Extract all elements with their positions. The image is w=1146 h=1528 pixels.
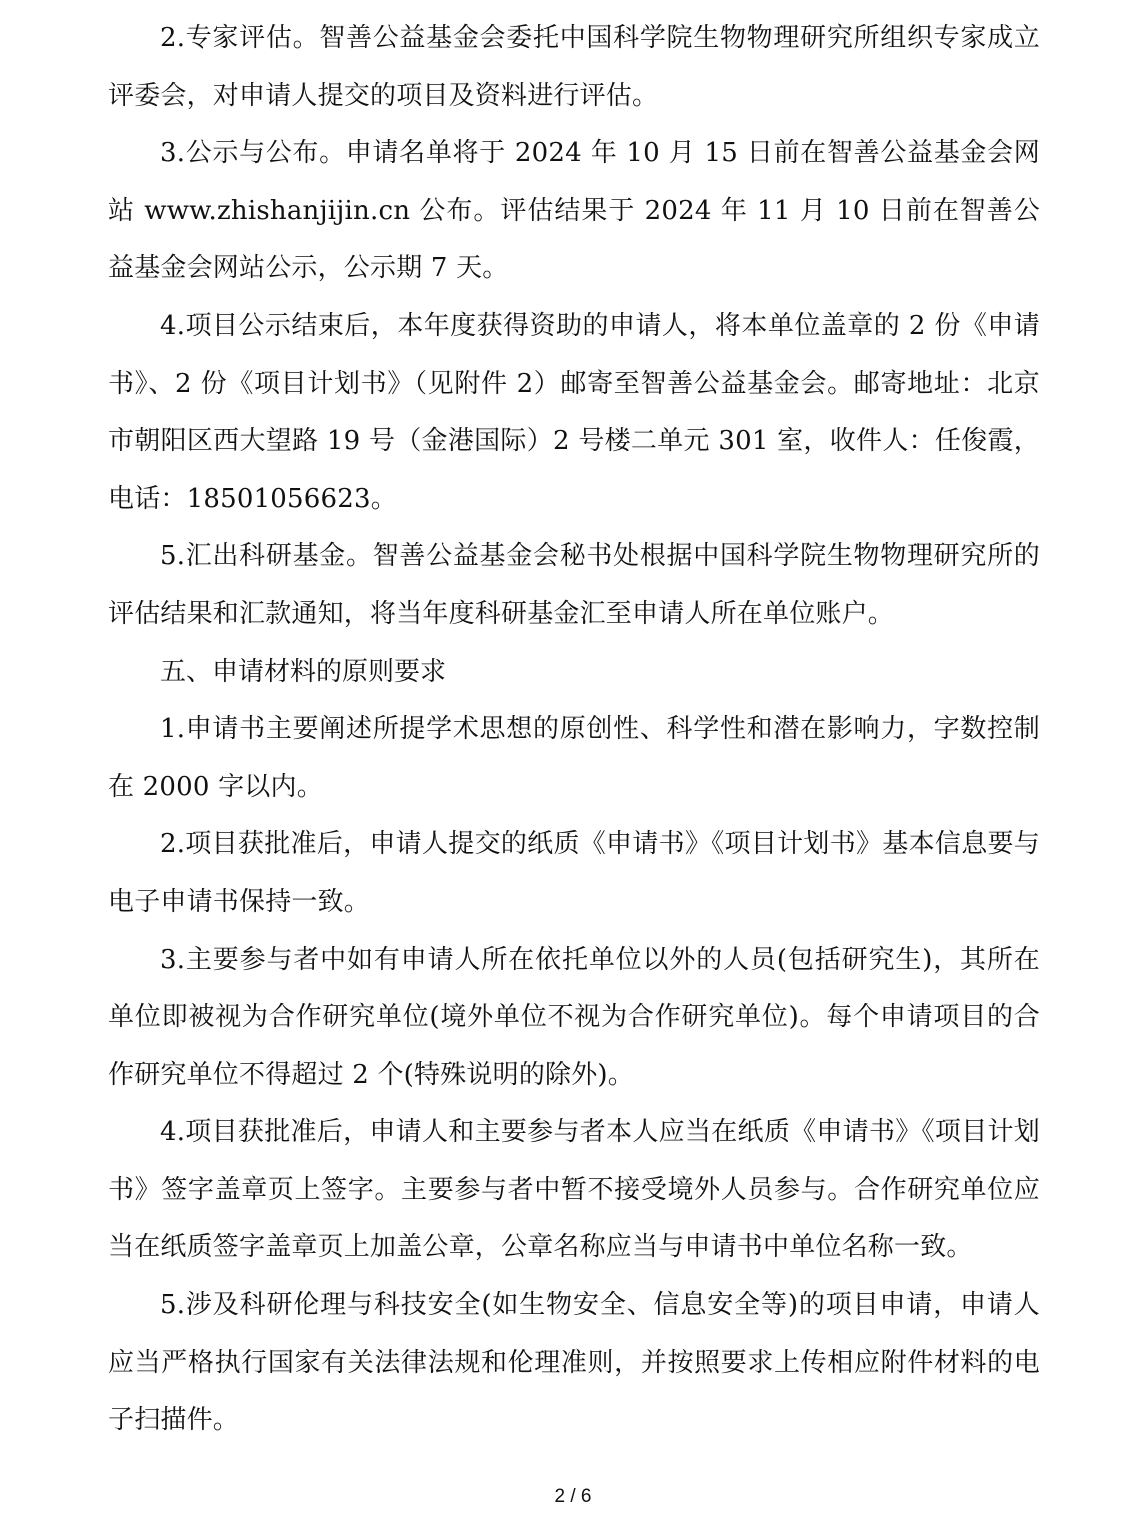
requirement-item-2: 2.项目获批准后，申请人提交的纸质《申请书》《项目计划书》基本信息要与电子申请书保持一致。 (108, 829, 1040, 917)
requirement-item-5: 5.涉及科研伦理与科技安全(如生物安全、信息安全等)的项目申请，申请人应当严格执行国家有关法律法规和伦理准则，并按照要求上传相应附件材料的电子扫描件。 (108, 1290, 1040, 1436)
paragraph-mailing: 4.项目公示结束后，本年度获得资助的申请人，将本单位盖章的 2 份《申请书》、2 份《项目计划书》（见附件 2）邮寄至智善公益基金会。邮寄地址：北京市朝阳区西大望路 19 号（金港国际）2 号楼二单元 301 室，收件人：任俊霞，电话：18501056623。 (108, 310, 1040, 514)
paragraph-expert-review: 2.专家评估。智善公益基金会委托中国科学院生物物理研究所组织专家成立评委会，对申请人提交的项目及资料进行评估。 (108, 23, 1040, 111)
paragraph-announcement: 3.公示与公布。申请名单将于 2024 年 10 月 15 日前在智善公益基金会网站 www.zhishanjijin.cn 公布。评估结果于 2024 年 11 月 10 日前在智善公益基金会网站公示，公示期 7 天。 (108, 138, 1040, 284)
paragraph-fund-transfer: 5.汇出科研基金。智善公益基金会秘书处根据中国科学院生物物理研究所的评估结果和汇款通知，将当年度科研基金汇至申请人所在单位账户。 (108, 541, 1040, 629)
requirement-item-3: 3.主要参与者中如有申请人所在依托单位以外的人员(包括研究生)，其所在单位即被视为合作研究单位(境外单位不视为合作研究单位)。每个申请项目的合作研究单位不得超过 2 个(特殊说明的除外)。 (108, 944, 1040, 1090)
document-page (108, 10, 1040, 1450)
section-heading: 五、申请材料的原则要求 (160, 656, 447, 687)
requirement-item-4: 4.项目获批准后，申请人和主要参与者本人应当在纸质《申请书》《项目计划书》签字盖章页上签字。主要参与者中暂不接受境外人员参与。合作研究单位应当在纸质签字盖章页上加盖公章，公章名称应当与申请书中单位名称一致。 (108, 1117, 1040, 1263)
page-number: 2 / 6 (554, 1486, 592, 1507)
requirement-item-1: 1.申请书主要阐述所提学术思想的原创性、科学性和潜在影响力，字数控制在 2000 字以内。 (108, 714, 1040, 802)
